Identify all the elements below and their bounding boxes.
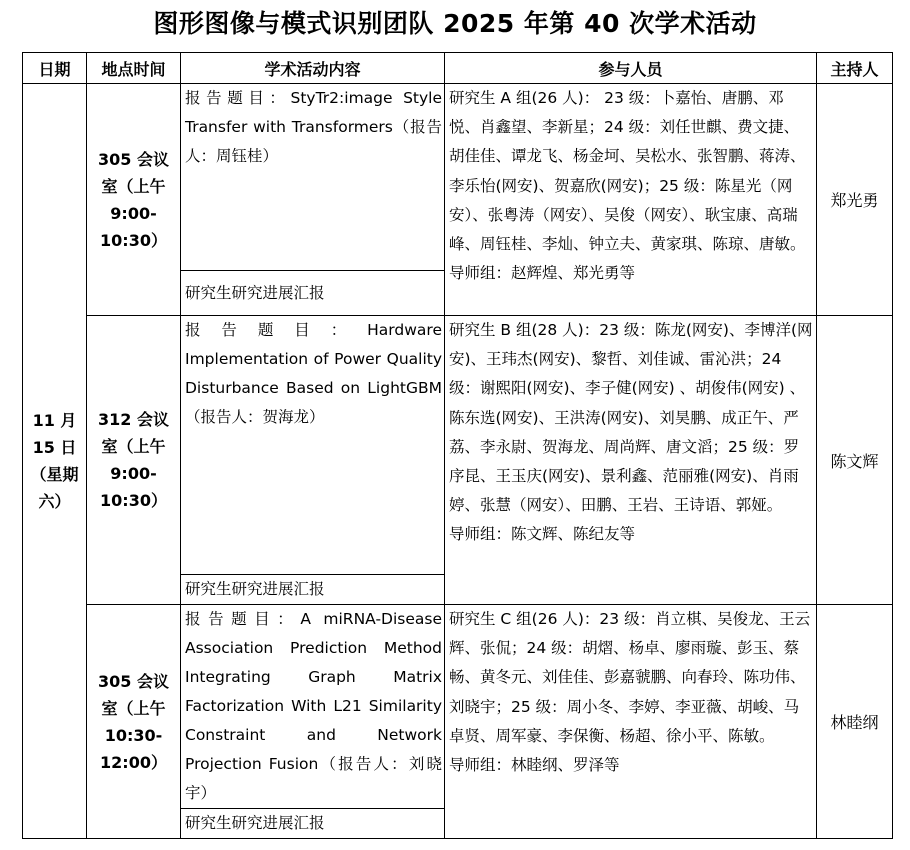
participants-text: 研究生 A 组(26 人)： 23 级：卜嘉怡、唐鹏、邓悦、肖鑫望、李新星；24 级：刘任世麒、费文捷、胡佳佳、谭龙飞、杨金坷、吴松水、张智鹏、蒋涛、李乐怡(网安)、贺嘉欣(网安)；25 级：陈星光（网安）、张粤涛（网安）、吴俊（网安）、耿宝康、高瑞峰、周钰桂、李灿、钟立夫、黄家琪、陈琼、唐敏。 <box>449 89 806 254</box>
place-line: 312 会议 <box>98 410 169 429</box>
advisors-text: 导师组：林睦纲、罗泽等 <box>449 756 620 775</box>
place-time-cell <box>87 316 181 605</box>
header-host: 主持人 <box>817 53 893 84</box>
report-cell: 研究生研究进展汇报 <box>181 575 445 605</box>
place-line: 9:00- <box>110 203 157 223</box>
report-cell: 研究生研究进展汇报 <box>181 271 445 316</box>
session-row <box>23 84 893 271</box>
date-line: 11 月 <box>32 411 77 430</box>
place-line: 10:30） <box>100 491 167 510</box>
advisors-text: 导师组：赵辉煌、郑光勇等 <box>449 264 636 283</box>
topic-cell: 报告题目：StyTr2:image Style Transfer with Transformers（报告人：周钰桂） <box>181 84 445 271</box>
report-cell: 研究生研究进展汇报 <box>181 809 445 839</box>
place-line: 室（上午 <box>101 698 166 718</box>
header-date: 日期 <box>23 53 87 84</box>
host-cell: 林睦纲 <box>817 605 893 839</box>
place-line: 10:30） <box>100 230 167 250</box>
participants-text: 研究生 C 组(26 人)：23 级：肖立棋、吴俊龙、王云辉、张侃；24 级：胡熠、杨卓、廖雨璇、彭玉、蔡畅、黄冬元、刘佳佳、彭嘉虢鹏、向春玲、陈功伟、刘晓宇；25 级：周小冬、李婷、李亚薇、胡峻、马卓贤、周军豪、李保衡、杨超、徐小平、陈敏。 <box>449 610 811 745</box>
session-row <box>23 605 893 809</box>
place-time-cell <box>87 605 181 839</box>
session-row <box>23 316 893 575</box>
date-line: 六） <box>38 492 71 511</box>
table-header-row <box>23 53 893 84</box>
host-cell: 陈文辉 <box>817 316 893 605</box>
place-line: 室（上午 <box>101 437 166 456</box>
participants-cell <box>445 605 817 839</box>
advisors-text: 导师组：陈文辉、陈纪友等 <box>449 525 636 544</box>
place-line: 室（上午 <box>101 176 166 196</box>
topic-cell: 报告题目：A miRNA-Disease Association Prediction Method Integrating Graph Matrix Factorization With L21 Similarity Constraint and Network Projection Fusion（报告人：刘晓宇） <box>181 605 445 809</box>
page-title: 图形图像与模式识别团队 2025 年第 40 次学术活动 <box>153 9 757 38</box>
schedule-table <box>22 52 893 839</box>
place-line: 9:00- <box>110 464 157 483</box>
header-content: 学术活动内容 <box>181 53 445 84</box>
participants-cell <box>445 316 817 605</box>
header-participants: 参与人员 <box>445 53 817 84</box>
date-line: （星期 <box>30 465 79 484</box>
place-line: 10:30- <box>104 725 163 745</box>
place-line: 12:00） <box>100 752 167 772</box>
place-time-cell <box>87 84 181 316</box>
place-line: 305 会议 <box>98 671 169 691</box>
participants-cell <box>445 84 817 316</box>
host-cell: 郑光勇 <box>817 84 893 316</box>
date-line: 15 日 <box>32 438 77 457</box>
place-line: 305 会议 <box>98 149 169 169</box>
participants-text: 研究生 B 组(28 人)：23 级：陈龙(网安)、李博洋(网安)、王玮杰(网安)、黎哲、刘佳诚、雷沁洪；24 级：谢熙阳(网安)、李子健(网安) 、胡俊伟(网安) 、陈东选(网安)、王洪涛(网安)、刘昊鹏、成正午、严荔、李永尉、贺海龙、周尚辉、唐文滔；25 级：罗序昆、王玉庆(网安)、景利鑫、范丽雅(网安)、肖雨婷、张慧（网安）、田鹏、王岩、王诗语、郭娅。 <box>449 321 813 515</box>
date-cell <box>23 84 87 839</box>
header-place-time: 地点时间 <box>87 53 181 84</box>
topic-cell: 报告题目：Hardware Implementation of Power Quality Disturbance Based on LightGBM（报告人：贺海龙） <box>181 316 445 575</box>
